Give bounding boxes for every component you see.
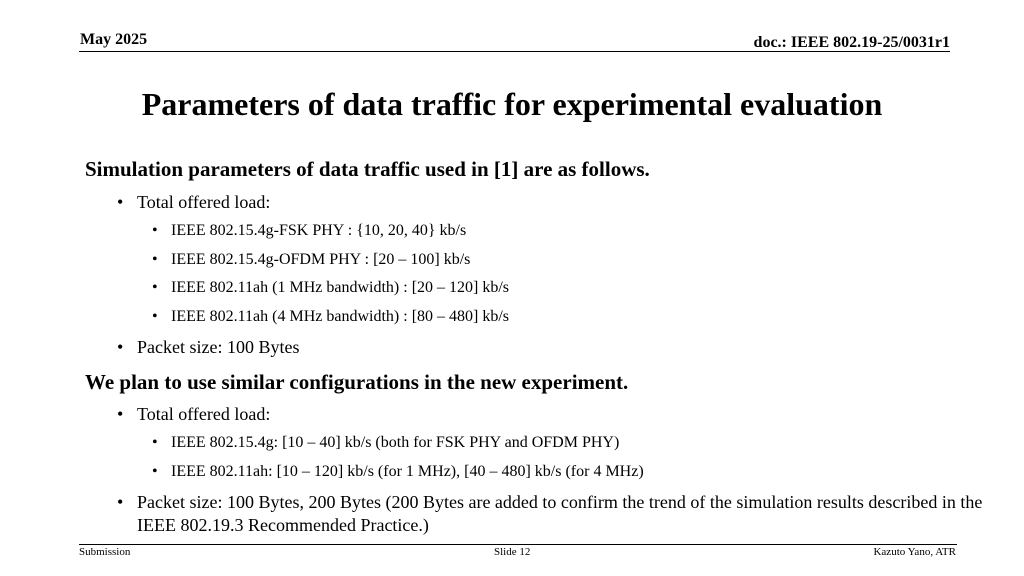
- bullet-marker: •: [117, 192, 124, 212]
- footer-submission: Submission: [79, 546, 131, 558]
- bullet-text: Packet size: 100 Bytes, 200 Bytes (200 Bytes are added to confirm the trend of the simulation results described in the IEEE 802.19.3 Recommended Practice.): [137, 492, 983, 535]
- section-heading-simulation: Simulation parameters of data traffic used in [1] are as follows.: [85, 157, 650, 181]
- sub-bullet-text: IEEE 802.11ah: [10 – 120] kb/s (for 1 MHz), [40 – 480] kb/s (for 4 MHz): [171, 463, 644, 480]
- bullet-packet-size-1: [117, 336, 299, 359]
- sub-bullet-11ah-4mhz: [152, 307, 509, 327]
- bullet-marker: •: [152, 434, 158, 451]
- sub-bullet-ofdm: [152, 250, 470, 270]
- header-doc-id: doc.: IEEE 802.19-25/0031r1: [753, 34, 950, 51]
- bullet-marker: •: [152, 279, 158, 296]
- bullet-text: Total offered load:: [137, 404, 271, 424]
- header-divider: [79, 51, 950, 52]
- sub-bullet-text: IEEE 802.11ah (4 MHz bandwidth) : [80 – 480] kb/s: [171, 308, 510, 325]
- bullet-marker: •: [117, 404, 124, 424]
- sub-bullet-15-4g: [152, 433, 619, 453]
- bullet-marker: •: [152, 251, 158, 268]
- bullet-marker: •: [117, 337, 124, 357]
- header-date: May 2025: [80, 31, 148, 48]
- bullet-marker: •: [152, 463, 158, 480]
- bullet-marker: •: [152, 222, 158, 239]
- bullet-text: Packet size: 100 Bytes: [137, 337, 300, 357]
- bullet-total-offered-load-2: [117, 403, 270, 426]
- bullet-total-offered-load-1: [117, 191, 270, 214]
- sub-bullet-text: IEEE 802.15.4g-FSK PHY : {10, 20, 40} kb/s: [171, 222, 467, 239]
- sub-bullet-text: IEEE 802.15.4g: [10 – 40] kb/s (both for FSK PHY and OFDM PHY): [171, 434, 620, 451]
- footer-author: Kazuto Yano, ATR: [873, 546, 956, 558]
- sub-bullet-fsk: [152, 221, 466, 241]
- sub-bullet-text: IEEE 802.11ah (1 MHz bandwidth) : [20 – 120] kb/s: [171, 279, 510, 296]
- sub-bullet-11ah: [152, 462, 644, 482]
- slide-title: Parameters of data traffic for experimental evaluation: [141, 86, 883, 122]
- footer-divider: [79, 544, 957, 545]
- bullet-packet-size-2: [117, 491, 997, 537]
- sub-bullet-11ah-1mhz: [152, 278, 509, 298]
- bullet-text: Total offered load:: [137, 192, 271, 212]
- bullet-marker: •: [152, 308, 158, 325]
- sub-bullet-text: IEEE 802.15.4g-OFDM PHY : [20 – 100] kb/s: [171, 251, 471, 268]
- bullet-marker: •: [117, 492, 124, 512]
- section-heading-new-experiment: We plan to use similar configurations in the new experiment.: [85, 370, 629, 394]
- footer-slide-number: Slide 12: [494, 546, 531, 558]
